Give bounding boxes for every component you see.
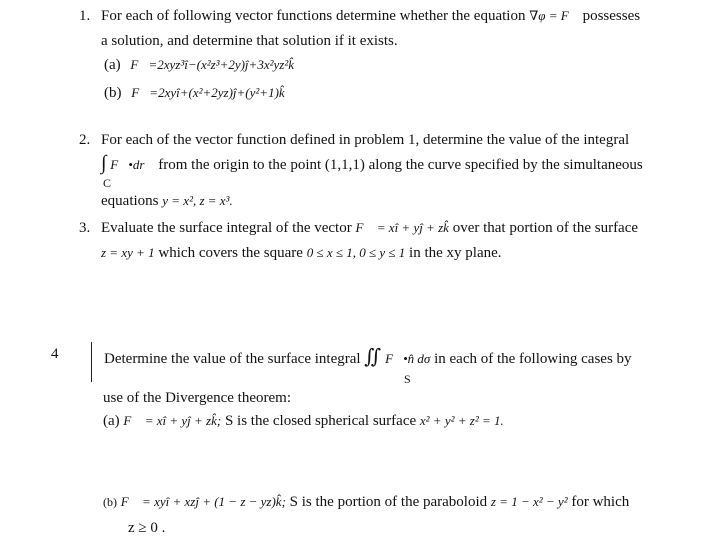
problem-4a-vector: F⃗ = xî + yĵ + zk̂; <box>123 413 222 428</box>
problem-1-line-1-end: possesses <box>582 8 641 24</box>
margin-bar <box>91 342 92 382</box>
problem-4-line-1 <box>104 348 632 368</box>
problem-4b-label: (b) <box>103 495 117 509</box>
line-integrand: F⃗•dr⃗ <box>110 157 155 172</box>
problem-4b <box>103 493 629 511</box>
problem-4a-label: (a) <box>103 413 120 429</box>
problem-1a-label: (a) <box>104 57 121 73</box>
problem-3-line-2-end: in the xy plane. <box>409 245 502 261</box>
problem-1-line-2: a solution, and determine that solution if it exists. <box>101 33 398 49</box>
line-integral-sign: ∫ <box>101 152 107 174</box>
gradient-equation: ∇φ = F⃗ <box>529 8 579 23</box>
problem-3-line-1-end: over that portion of the surface <box>452 220 639 236</box>
problem-4b-surface: z = 1 − x² − y² <box>490 494 568 509</box>
surface-integral-subscript: S <box>404 372 411 386</box>
line-integral-subscript: C <box>103 176 112 190</box>
problem-4b-vector: F⃗ = xyî + xzĵ + (1 − z − yz)k̂; <box>120 494 286 509</box>
problem-3-square: 0 ≤ x ≤ 1, 0 ≤ y ≤ 1 <box>306 245 406 260</box>
problem-1a <box>104 56 294 74</box>
problem-3-line-1-text: Evaluate the surface integral of the vector <box>101 220 352 236</box>
surface-integrand: F⃗•n̂ dσ <box>385 351 431 366</box>
problem-3-line-2 <box>101 244 502 262</box>
problem-1b-label: (b) <box>104 85 122 101</box>
problem-3-vector: F⃗ = xî + yĵ + zk̂ <box>355 220 449 235</box>
problem-3-surface: z = xy + 1 <box>101 245 155 260</box>
problem-1-number: 1. <box>79 8 91 24</box>
problem-3-line-1 <box>101 219 638 237</box>
problem-1-text <box>101 7 640 25</box>
problem-2-line-2-text: from the origin to the point (1,1,1) along the curve specified by the simultaneous <box>158 157 643 173</box>
curve-equations: y = x², z = x³. <box>162 193 233 208</box>
problem-1a-equation: F⃗=2xyz³î−(x²z³+2y)ĵ+3x²yz²k̂ <box>130 57 294 72</box>
problem-1b <box>104 84 285 102</box>
problem-1-line-1: For each of following vector functions determine whether the equation <box>101 8 526 24</box>
surface-integral-sign: ∬ <box>364 346 382 368</box>
problem-4-line-1-end: in each of the following cases by <box>434 351 632 367</box>
problem-2-line-2 <box>101 154 643 174</box>
problem-1b-equation: F⃗=2xyî+(x²+2yz)ĵ+(y²+1)k̂ <box>131 85 285 100</box>
problem-2-line-1: For each of the vector function defined in problem 1, determine the value of the integral <box>101 132 630 148</box>
problem-4-line-1-text: Determine the value of the surface integral <box>104 351 361 367</box>
problem-4b-condition: z ≥ 0 . <box>128 520 166 536</box>
problem-4a <box>103 412 504 430</box>
problem-3-number: 3. <box>79 220 91 236</box>
problem-4-number: 4 <box>51 346 59 362</box>
problem-2-line-3 <box>101 192 233 210</box>
problem-3-line-2-mid: which covers the square <box>158 245 303 261</box>
problem-4-line-2: use of the Divergence theorem: <box>103 390 291 406</box>
problem-4a-text: S is the closed spherical surface <box>224 413 417 429</box>
problem-4b-text-2: for which <box>571 494 630 510</box>
problem-4b-text: S is the portion of the paraboloid <box>289 494 488 510</box>
problem-2-number: 2. <box>79 132 91 148</box>
problem-2-line-3-text: equations <box>101 193 159 209</box>
problem-4a-surface: x² + y² + z² = 1. <box>419 413 504 428</box>
